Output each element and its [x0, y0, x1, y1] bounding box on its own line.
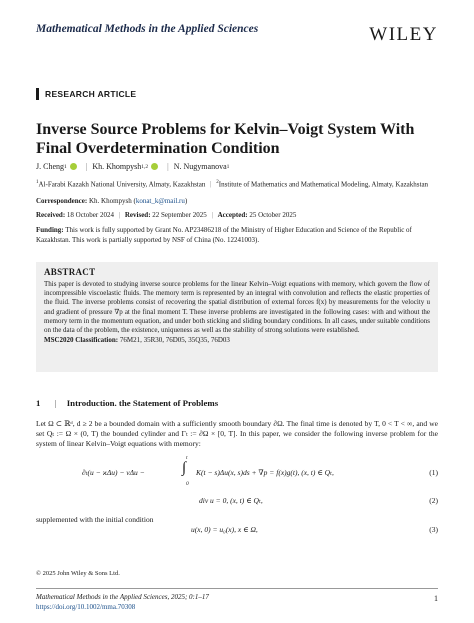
orcid-icon[interactable] — [151, 163, 158, 170]
received-label: Received: — [36, 211, 66, 219]
msc-codes: 76M21, 35R30, 76D05, 35Q35, 76D03 — [119, 336, 230, 345]
affiliation-text: Institute of Mathematics and Mathematical Modeling, Almaty, Kazakhstan — [218, 180, 429, 189]
equation-3-number: (3) — [429, 525, 438, 534]
equation-3 — [36, 525, 438, 537]
msc-label: MSC2020 Classification: — [44, 336, 119, 345]
author-separator: | — [85, 162, 88, 171]
equation-2 — [36, 496, 438, 508]
copyright: © 2025 John Wiley & Sons Ltd. — [36, 570, 120, 577]
email-link[interactable]: konat_k@mail.ru — [135, 197, 185, 205]
author-affiliation-mark: 1 — [226, 163, 230, 170]
correspondence-label: Correspondence: — [36, 197, 88, 205]
author-name[interactable]: J. Cheng — [36, 162, 64, 171]
equation-1-number: (1) — [429, 468, 438, 477]
author-name[interactable]: Kh. Khompysh — [92, 162, 142, 171]
section-number: 1 — [36, 398, 41, 408]
intro-paragraph-2: supplemented with the initial condition — [36, 515, 154, 524]
integral-sign: ∫ — [182, 460, 187, 476]
intro-paragraph: Let Ω ⊂ ℝᵈ, d ≥ 2 be a bounded domain with a sufficiently smooth boundary ∂Ω. The final time is denoted by T, 0 < T < ∞, and we set Qₜ := Ω × (0, T) the bounded cylinder and Γₜ := ∂Ω × [0, T]. In this paper, we consider the following inverse problem for the system of linear Kelvin–Voigt equations with memory: — [36, 419, 438, 448]
abstract-box — [36, 262, 438, 372]
msc-classification — [44, 336, 430, 344]
equation-2-number: (2) — [429, 496, 438, 505]
doi-link[interactable]: https://doi.org/10.1002/mma.70308 — [36, 603, 136, 611]
section-heading — [36, 398, 218, 408]
funding-text: This work is fully supported by Grant No. AP23486218 of the Ministry of Higher Education and Science of the Republic of Kazakhstan. This work is partially supported by NSF of China (No. 12241003). — [36, 226, 412, 244]
author-name[interactable]: N. Nugymanova — [173, 162, 227, 171]
equation-1 — [36, 454, 438, 488]
author-affiliation-mark: 1 — [64, 163, 67, 170]
author-list — [36, 162, 229, 171]
integral-lower-limit: 0 — [186, 481, 189, 487]
article-type — [36, 88, 136, 100]
footer-citation: Mathematical Methods in the Applied Sciences, 2025; 0:1–17 — [36, 593, 209, 601]
affiliation-mark: 2 — [216, 180, 219, 185]
accepted-label: Accepted: — [217, 211, 248, 219]
author-separator: | — [167, 162, 169, 171]
equation-2-body: div u = 0, (x, t) ∈ Qₜ, — [199, 496, 263, 505]
author-affiliation-mark: 1,2 — [141, 163, 149, 170]
publisher-logo[interactable]: WILEY — [369, 24, 438, 45]
affiliations — [36, 180, 428, 188]
funding — [36, 226, 446, 245]
correspondence-text: Kh. Khompysh ( — [88, 197, 136, 205]
journal-name[interactable]: Mathematical Methods in the Applied Sciences — [36, 23, 259, 35]
footer-divider — [36, 588, 438, 589]
equation-1-rhs: K(t − s)Δu(x, s)ds + ∇p = f(x)g(t), (x, t) ∈ Qₜ, — [196, 468, 334, 477]
correspondence-close: ) — [184, 197, 188, 205]
abstract-heading: ABSTRACT — [44, 267, 96, 277]
date-separator: | — [118, 211, 121, 219]
affiliation-mark: 1 — [36, 180, 39, 185]
revised-date: 22 September 2025 — [152, 211, 207, 219]
orcid-icon[interactable] — [70, 163, 77, 170]
equation-1-lhs: ∂ₜ(u − ϰΔu) − νΔu − — [82, 468, 145, 477]
abstract-text: This paper is devoted to studying inverse source problems for the linear Kelvin–Voigt equations with memory, which govern the flow of incompressible viscoelastic fluids. The memory term is represented by an integral with convolution and reflects the elastic properties of the fluid. The inverse problems consist of recovering the spatial distribution of external forces f(x) by measurements for the velocity u and gradient of pressure ∇p at the final moment T. These inverse problems are investigated in the following cases: with and without the memory term in the momentum equation, and under both sticking and sliding boundary conditions. In all cases, under suitable conditions on the data of the problem, the existence, uniqueness as well as the stability of strong solutions were established. — [44, 280, 430, 335]
accepted-date: 25 October 2025 — [249, 211, 297, 219]
equation-3-body: u(x, 0) = u₀(x), x ∈ Ω, — [191, 525, 258, 534]
section-title: Introduction. the Statement of Problems — [66, 398, 219, 408]
article-type-bar — [36, 88, 39, 100]
affiliation-separator: | — [210, 180, 212, 189]
received-date: 18 October 2024 — [66, 211, 114, 219]
article-dates — [36, 211, 446, 221]
page-number: 1 — [434, 594, 438, 603]
revised-label: Revised: — [124, 211, 151, 219]
correspondence — [36, 197, 446, 207]
section-heading-separator: | — [54, 398, 57, 408]
funding-label: Funding: — [36, 226, 64, 234]
affiliation-text: Al-Farabi Kazakh National University, Almaty, Kazakhstan — [38, 180, 206, 189]
article-title: Inverse Source Problems for Kelvin–Voigt System With Final Overdetermination Condition — [36, 121, 415, 157]
article-type-label: RESEARCH ARTICLE — [45, 89, 137, 99]
date-separator: | — [211, 211, 213, 219]
integral-upper-limit: t — [186, 455, 188, 461]
